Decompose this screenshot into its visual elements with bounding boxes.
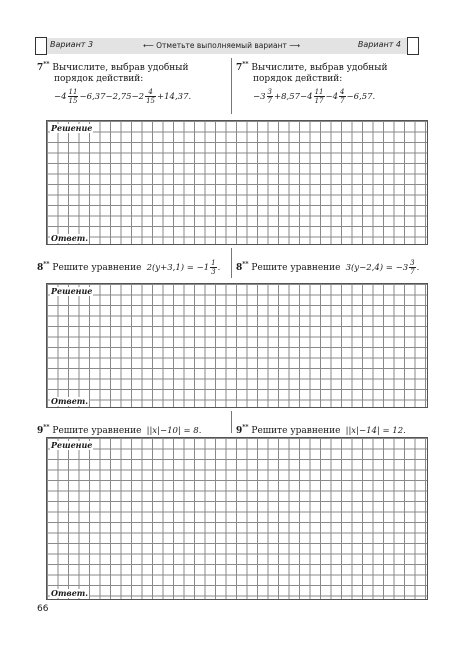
q8-divider — [231, 248, 232, 278]
arrow-right-icon: ⟶ — [289, 41, 301, 50]
variant-3-label: Вариант 3 — [50, 40, 94, 49]
solution-label: Решение — [51, 440, 93, 450]
q7-right-expression: −3 $\frac{3}{7}$ +8,57−4 $\frac{11}{17}$ −4 $\frac{4}{7}$ −6,57. — [253, 88, 376, 105]
q8-left: 8** Решите уравнение 2(y+3,1) = −1 $\frac{1}{3}$ . — [37, 259, 221, 276]
q8-left-equation: 2(y+3,1) = −1 $\frac{1}{3}$ . — [146, 259, 221, 276]
q7-number: 7** — [37, 61, 50, 73]
q7-left — [37, 59, 227, 105]
variant-4-checkbox[interactable] — [407, 37, 419, 55]
q7-divider — [231, 58, 232, 114]
q7-text-line2: порядок действий: — [54, 74, 144, 84]
variant-instruction: ⟵ Отметьте выполняемый вариант ⟶ — [143, 41, 301, 50]
variant-4-label: Вариант 4 — [357, 40, 401, 49]
q7-right: 7** Вычислите, выбрав удобный порядок действий: −3 $\frac{3}{7}$ +8,57−4 $\frac{11}{17}$ −4 $\frac{4}{7}$ −6,57. — [236, 59, 426, 105]
q9-right-equation: ||x|−14| = 12. — [345, 426, 406, 436]
q8-answer-grid[interactable] — [46, 283, 428, 408]
answer-label: Ответ. — [51, 588, 89, 598]
q8-text: Решите уравнение — [52, 263, 142, 273]
q7-text-line1: Вычислите, выбрав удобный — [52, 63, 189, 73]
page-number: 66 — [37, 604, 49, 614]
q7-left-expression: −4 $\frac{11}{15}$ −6,37−2,75−2 $\frac{4}{15}$ +14,37. — [54, 88, 192, 105]
solution-label: Решение — [51, 123, 93, 133]
q7-answer-grid[interactable] — [46, 120, 428, 245]
q9-right: 9** Решите уравнение ||x|−14| = 12. — [236, 424, 406, 436]
answer-label: Ответ. — [51, 396, 89, 406]
q9-left: 9** Решите уравнение ||x|−10| = 8. — [37, 424, 202, 436]
variant-3-checkbox[interactable] — [35, 37, 47, 55]
solution-label: Решение — [51, 286, 93, 296]
q9-divider — [231, 411, 232, 433]
q9-text: Решите уравнение — [52, 426, 142, 436]
variant-header-bar — [37, 38, 417, 54]
q8-right: 8** Решите уравнение 3(y−2,4) = −3 $\frac{3}{7}$ . — [236, 259, 420, 276]
answer-label: Ответ. — [51, 233, 89, 243]
arrow-left-icon: ⟵ — [143, 41, 154, 50]
q9-answer-grid[interactable] — [46, 437, 428, 600]
q8-right-equation: 3(y−2,4) = −3 $\frac{3}{7}$ . — [345, 259, 420, 276]
q9-left-equation: ||x|−10| = 8. — [146, 426, 202, 436]
